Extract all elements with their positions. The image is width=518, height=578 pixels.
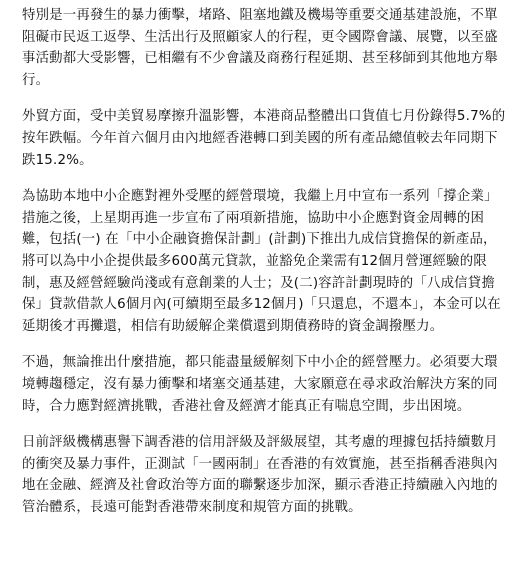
document-body [22,5,506,518]
paragraph-3: 為協助本地中小企應對裡外受壓的經營環境，我繼上月中宣布一系列「撐企業」措施之後，上星期再進一步宣布了兩項新措施，協助中小企應對資金周轉的困難，包括(一) 在「中小企融資擔保計劃」(計劃)下推出九成信貸擔保的新產品，將可以為中小企提供最多600萬元貸款，並豁免企業需有12個月營運經驗的限制，惠及經營經驗尚淺或有意創業的人士；及(二)容許計劃現時的「八成信貸擔保」貸款借款人6個月內(可續期至最多12個月)「只還息，不還本」，本金可以在延期後才再攤還，相信有助緩解企業償還到期債務時的資金調撥壓力。 [22,189,501,334]
paragraph-5: 日前評級機構惠譽下調香港的信用評級及評級展望，其考慮的理據包括持續數月的衝突及暴力事件，正測試「一國兩制」在香港的有效實施，甚至指稱香港與內地在金融、經濟及社會政治等方面的聯繫逐步加深，顯示香港正持續融入內地的管治體系，長遠可能對香港帶來制度和規管方面的挑戰。 [22,435,498,515]
paragraph-2: 外貿方面，受中美貿易摩擦升溫影響，本港商品整體出口貨值七月份錄得5.7%的按年跌幅。今年首六個月由內地經香港轉口到美國的所有產品總值較去年同期下跌15.2%。 [22,109,506,168]
paragraph-4: 不過，無論推出什麼措施，都只能盡量緩解刻下中小企的經營壓力。必須要大環境轉趨穩定，沒有暴力衝擊和堵塞交通基建，大家願意在尋求政治解決方案的同時，合力應對經濟挑戰，香港社會及經濟才能真正有喘息空間，步出困境。 [22,355,498,414]
paragraph-1: 特別是一再發生的暴力衝擊，堵路、阻塞地鐵及機場等重要交通基建設施，不單阻礙市民返工返學、生活出行及照顧家人的行程，更令國際會議、展覽，以至盛事活動都大受影響，已相繼有不少會議及商務行程延期、甚至移師到其他地方舉行。 [22,8,498,88]
